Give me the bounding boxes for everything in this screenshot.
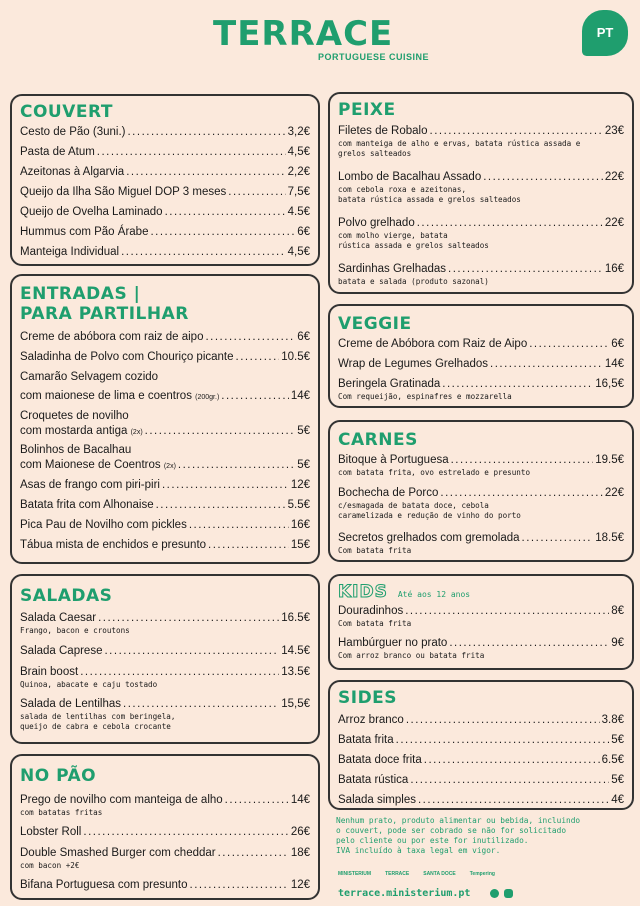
item-price: 14€: [604, 358, 624, 370]
menu-item: [20, 793, 310, 807]
item-name: Arroz branco: [338, 714, 404, 726]
item-price: 6€: [297, 331, 310, 343]
menu-item: [20, 644, 310, 658]
menu-item: [20, 389, 310, 403]
peixe-section: [328, 92, 634, 294]
item-price: 4,5€: [287, 146, 310, 158]
item-name: Double Smashed Burger com cheddar: [20, 847, 216, 859]
item-desc: com molho vierge, batata rústica assada e grelos salteados: [338, 231, 489, 250]
item-name: Salada Caesar: [20, 612, 97, 624]
item-name: Cesto de Pão (3uni.): [20, 126, 126, 138]
item-desc: com batata frita, ovo estrelado e presunto: [338, 468, 531, 477]
menu-item: [20, 665, 310, 679]
item-desc: Frango, bacon e croutons: [20, 626, 130, 635]
kids-age-note: Até aos 12 anos: [397, 590, 471, 599]
item-price: 13.5€: [281, 666, 310, 678]
item-price: 2,2€: [287, 166, 310, 178]
item-desc: batata e salada (produto sazonal): [338, 277, 489, 286]
item-desc: com cebola roxa e azeitonas, batata rústica assada e grelos salteados: [338, 185, 521, 204]
item-price: 16.5€: [281, 612, 310, 624]
item-name: Queijo da Ilha São Miguel DOP 3 meses: [20, 186, 227, 198]
item-price: 18.5€: [595, 532, 624, 544]
facebook-icon[interactable]: [490, 889, 499, 898]
item-desc: c/esmagada de batata doce, cebola caramelizada e redução de vinho do porto: [338, 501, 521, 520]
item-name: Salada Caprese: [20, 645, 103, 657]
menu-item: [338, 733, 624, 747]
item-name: Bochecha de Porco: [338, 487, 439, 499]
item-name: Polvo grelhado: [338, 217, 415, 229]
item-price: 6€: [611, 338, 624, 350]
menu-item: [338, 170, 624, 184]
couvert-section: [10, 94, 320, 266]
item-name: Manteiga Individual: [20, 246, 120, 258]
item-name: Prego de novilho com manteiga de alho: [20, 794, 223, 806]
item-qty: (2x): [130, 429, 143, 436]
menu-item: [20, 498, 310, 512]
item-desc: com manteiga de alho e ervas, batata rústica assada e grelos salteados: [338, 139, 581, 158]
item-name: Saladinha de Polvo com Chouriço picante: [20, 351, 234, 363]
item-name: com Maionese de Coentros (2x): [20, 459, 176, 471]
item-price: 16,5€: [595, 378, 624, 390]
item-name: Wrap de Legumes Grelhados: [338, 358, 489, 370]
item-price: 5€: [611, 774, 624, 786]
item-name: Beringela Gratinada: [338, 378, 441, 390]
menu-item: [338, 636, 624, 650]
item-price: 3,2€: [287, 126, 310, 138]
menu-item: [338, 773, 624, 787]
item-name: Bifana Portuguesa com presunto: [20, 879, 188, 891]
item-price: 4€: [611, 794, 624, 806]
menu-item: [20, 145, 310, 159]
item-name: Tábua mista de enchidos e presunto: [20, 539, 207, 551]
item-name: Bolinhos de Bacalhau: [20, 444, 132, 456]
section-title: NO PÃO: [20, 766, 97, 786]
menu-item: [338, 124, 624, 138]
item-name: Hambúrguer no prato: [338, 637, 448, 649]
legal-note: Nenhum prato, produto alimentar ou bebida, incluindo o couvert, pode ser cobrado se não for solicitado pelo cliente ou por este for inutilizado. IVA incluído à taxa legal em vigor.: [336, 816, 581, 855]
item-price: 4.5€: [287, 206, 310, 218]
item-price: 7,5€: [287, 186, 310, 198]
item-name: Creme de Abóbora com Raiz de Aipo: [338, 338, 528, 350]
item-qty: (2x): [163, 463, 176, 470]
menu-item: [20, 165, 310, 179]
instagram-icon[interactable]: [504, 889, 513, 898]
partner-logo: SANTA DOCE: [423, 871, 456, 877]
item-price: 3.8€: [601, 714, 624, 726]
menu-item: [20, 538, 310, 552]
menu-item: [20, 458, 310, 472]
item-price: 6.5€: [601, 754, 624, 766]
menu-item: [338, 357, 624, 371]
menu-item: [338, 713, 624, 727]
menu-item: [338, 604, 624, 618]
sides-section: [328, 680, 634, 810]
item-price: 22€: [604, 487, 624, 499]
section-title: SIDES: [338, 688, 398, 708]
item-price: 23€: [604, 125, 624, 137]
menu-item: [20, 125, 310, 139]
menu-item: [338, 337, 624, 351]
entradas-section: [10, 274, 320, 564]
menu-item: [338, 793, 624, 807]
item-name: Asas de frango com piri-piri: [20, 479, 160, 491]
section-title: SALADAS: [20, 586, 113, 606]
item-price: 26€: [290, 826, 310, 838]
header: [0, 0, 640, 80]
partner-logos: [338, 871, 495, 877]
menu-item: [20, 225, 310, 239]
item-name: com maionese de lima e coentros (200gr.): [20, 390, 220, 402]
item-price: 22€: [604, 171, 624, 183]
item-name: Brain boost: [20, 666, 79, 678]
partner-logo: Tempering: [469, 871, 495, 877]
item-price: 15,5€: [281, 698, 310, 710]
partner-logo: TERRACE: [385, 871, 410, 877]
item-price: 6€: [297, 226, 310, 238]
menu-item: [20, 697, 310, 711]
item-price: 5€: [297, 459, 310, 471]
item-name: Batata frita: [338, 734, 394, 746]
menu-item: [20, 424, 310, 438]
menu-item: [20, 825, 310, 839]
item-name: Filetes de Robalo: [338, 125, 428, 137]
menu-item: [20, 518, 310, 532]
item-price: 22€: [604, 217, 624, 229]
item-name: Queijo de Ovelha Laminado: [20, 206, 163, 218]
website-link[interactable]: terrace.ministerium.pt: [338, 888, 471, 899]
item-price: 9€: [611, 637, 624, 649]
brand-subtitle: PORTUGUESE CUISINE: [318, 52, 430, 62]
menu-item: [20, 185, 310, 199]
item-name: Azeitonas à Algarvia: [20, 166, 125, 178]
item-price: 16€: [290, 519, 310, 531]
item-name: Salada simples: [338, 794, 416, 806]
section-title: KIDS: [338, 582, 388, 602]
item-name: Salada de Lentilhas: [20, 698, 122, 710]
saladas-section: [10, 574, 320, 744]
item-name: Croquetes de novilho: [20, 410, 129, 422]
carnes-section: [328, 420, 634, 562]
item-desc: com batatas fritas: [20, 808, 103, 817]
item-name: Lombo de Bacalhau Assado: [338, 171, 482, 183]
section-title: CARNES: [338, 430, 418, 450]
section-title-2: PARA PARTILHAR: [20, 304, 189, 324]
menu-item: [20, 878, 310, 892]
item-price: 12€: [290, 479, 310, 491]
menu-item: [338, 262, 624, 276]
kids-header: [338, 582, 470, 602]
item-price: 15€: [290, 539, 310, 551]
veggie-section: [328, 304, 634, 408]
item-price: 14€: [290, 794, 310, 806]
item-price: 5€: [611, 734, 624, 746]
brand-logo: TERRACE: [213, 14, 394, 54]
item-price: 18€: [290, 847, 310, 859]
item-desc: salada de lentilhas com beringela, queijo de cabra e cebola crocante: [20, 712, 176, 731]
item-price: 4,5€: [287, 246, 310, 258]
item-desc: Com batata frita: [338, 546, 412, 555]
item-name: Hummus com Pão Árabe: [20, 226, 149, 238]
item-name: Batata doce frita: [338, 754, 422, 766]
item-price: 19.5€: [595, 454, 624, 466]
section-title: COUVERT: [20, 102, 113, 122]
partner-logo: MINISTERIUM: [338, 871, 372, 877]
menu-item: [20, 478, 310, 492]
menu-item: [20, 245, 310, 259]
item-name: Pasta de Atum: [20, 146, 95, 158]
section-title: PEIXE: [338, 100, 396, 120]
menu-item: [20, 846, 310, 860]
item-price: 8€: [611, 605, 624, 617]
menu-item: [338, 453, 624, 467]
item-price: 14.5€: [281, 645, 310, 657]
item-price: 14€: [290, 390, 310, 402]
item-name: com mostarda antiga (2x): [20, 425, 143, 437]
language-badge[interactable]: PT: [582, 10, 628, 56]
item-desc: Com batata frita: [338, 619, 412, 628]
item-name: Bitoque à Portuguesa: [338, 454, 449, 466]
item-price: 16€: [604, 263, 624, 275]
menu-item: [20, 205, 310, 219]
item-price: 10.5€: [281, 351, 310, 363]
item-price: 12€: [290, 879, 310, 891]
item-desc: Quinoa, abacate e caju tostado: [20, 680, 158, 689]
item-name: Batata rústica: [338, 774, 409, 786]
item-name: Douradinhos: [338, 605, 404, 617]
menu-item: [338, 377, 624, 391]
item-desc: com bacon +2€: [20, 861, 80, 870]
menu-item: [338, 486, 624, 500]
kids-section: [328, 574, 634, 670]
item-name: Sardinhas Grelhadas: [338, 263, 447, 275]
item-price: 5.5€: [287, 499, 310, 511]
menu-item: [338, 753, 624, 767]
item-desc: Com arroz branco ou batata frita: [338, 651, 485, 660]
menu-item: [20, 350, 310, 364]
section-title: ENTRADAS |: [20, 284, 141, 304]
menu-item: [338, 216, 624, 230]
item-name: Secretos grelhados com gremolada: [338, 532, 520, 544]
menu-item: [20, 330, 310, 344]
item-qty: (200gr.): [195, 394, 220, 401]
item-name: Batata frita com Alhonaise: [20, 499, 154, 511]
item-name: Pica Pau de Novilho com pickles: [20, 519, 187, 531]
item-name: Camarão Selvagem cozido: [20, 371, 159, 383]
no-pao-section: [10, 754, 320, 900]
item-name: Lobster Roll: [20, 826, 82, 838]
section-title: VEGGIE: [338, 314, 412, 334]
item-name: Creme de abóbora com raiz de aipo: [20, 331, 204, 343]
menu-item: [338, 531, 624, 545]
menu-item: [20, 611, 310, 625]
item-price: 5€: [297, 425, 310, 437]
item-desc: Com requeijão, espinafres e mozzarella: [338, 392, 512, 401]
